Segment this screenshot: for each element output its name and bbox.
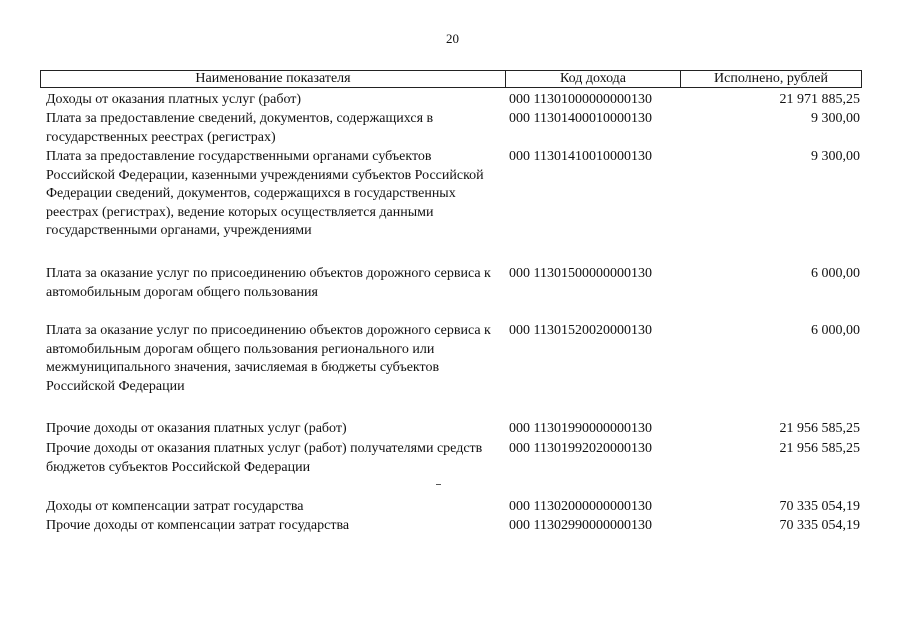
row-code: 000 11301992020000130 xyxy=(509,441,652,456)
row-amount: 70 335 054,19 xyxy=(779,499,860,514)
row-amount: 9 300,00 xyxy=(811,111,860,126)
scan-artifact xyxy=(436,484,441,485)
row-amount: 70 335 054,19 xyxy=(779,518,860,533)
row-code: 000 11301000000000130 xyxy=(509,92,652,107)
column-header-code: Код дохода xyxy=(506,71,681,87)
row-amount: 6 000,00 xyxy=(811,323,860,338)
row-code: 000 11301400010000130 xyxy=(509,111,652,126)
row-amount: 21 956 585,25 xyxy=(779,441,860,456)
table-header xyxy=(40,70,862,88)
row-name: Прочие доходы от оказания платных услуг (работ) получателями средств бюджетов субъектов Российской Федерации xyxy=(46,441,483,475)
row-name: Прочие доходы от оказания платных услуг (работ) xyxy=(46,421,347,436)
row-code: 000 11301520020000130 xyxy=(509,323,652,338)
row-amount: 9 300,00 xyxy=(811,149,860,164)
row-name: Плата за оказание услуг по присоединению объектов дорожного сервиса к автомобильным дорогам общего пользования регионального или межмуниципального значения, зачисляемая в бюджеты субъектов Российской Федерации xyxy=(46,323,491,394)
row-amount: 6 000,00 xyxy=(811,266,860,281)
column-header-amount: Исполнено, рублей xyxy=(714,71,828,86)
column-header-name: Наименование показателя xyxy=(41,71,506,87)
row-name: Плата за предоставление государственными органами субъектов Российской Федерации, казенными учреждениями субъектов Российской Федерации сведений, документов, содержащихся в государственных реестрах (регистрах), ведение которых осуществляется данными государственными органами, учреждениями xyxy=(46,149,484,239)
row-code: 000 11302990000000130 xyxy=(509,518,652,533)
row-name: Плата за оказание услуг по присоединению объектов дорожного сервиса к автомобильным дорогам общего пользования xyxy=(46,266,491,300)
row-amount: 21 956 585,25 xyxy=(779,421,860,436)
row-code: 000 11302000000000130 xyxy=(509,499,652,514)
row-name: Плата за предоставление сведений, документов, содержащихся в государственных реестрах (регистрах) xyxy=(46,111,434,145)
row-name: Прочие доходы от компенсации затрат государства xyxy=(46,518,350,533)
row-amount: 21 971 885,25 xyxy=(779,92,860,107)
page-number: 20 xyxy=(446,31,459,46)
row-name: Доходы от оказания платных услуг (работ) xyxy=(46,92,302,107)
row-code: 000 11301500000000130 xyxy=(509,266,652,281)
row-name: Доходы от компенсации затрат государства xyxy=(46,499,304,514)
row-code: 000 11301410010000130 xyxy=(509,149,652,164)
revenue-table xyxy=(40,70,862,533)
row-code: 000 11301990000000130 xyxy=(509,421,652,436)
